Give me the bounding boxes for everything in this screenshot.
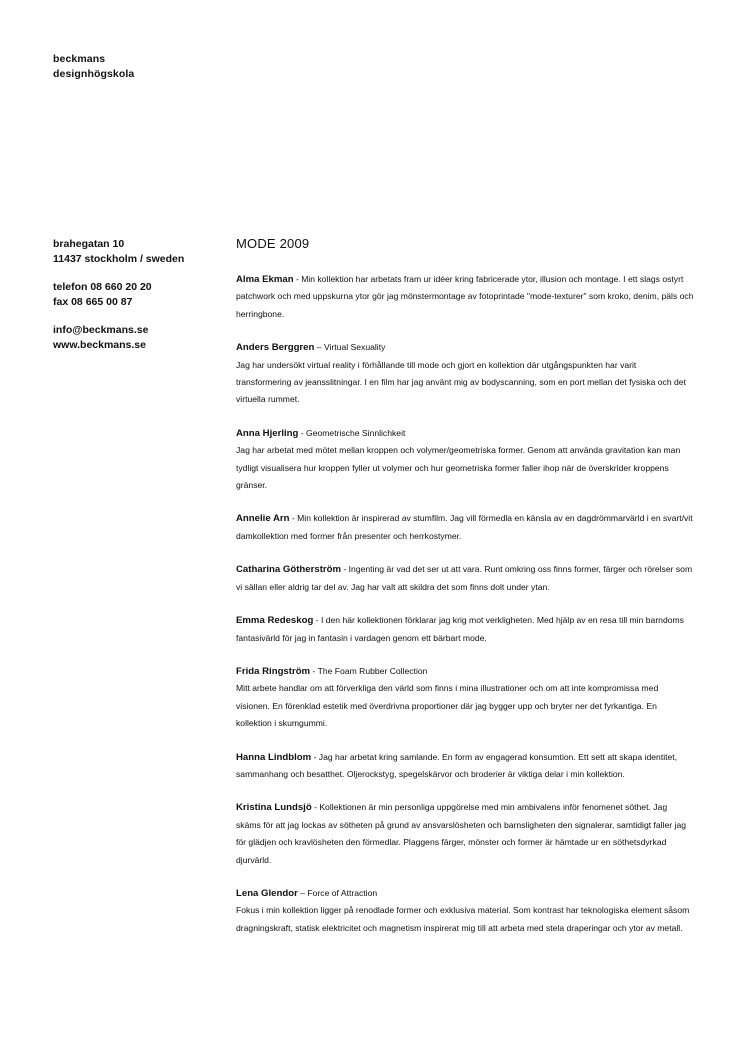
designer-name: Lena Glendor	[236, 887, 298, 899]
main-content	[236, 236, 694, 953]
entry-separator: -	[310, 665, 318, 676]
designer-name: Emma Redeskog	[236, 615, 314, 627]
phone-number: telefon 08 660 20 20	[53, 281, 152, 293]
collection-description: Kollektionen är min personliga uppgörelse med min ambivalens inför fenomenet söthet. Jag skäms för att jag lockas av sötheten på grund av ansvarslösheten och barnsligheten den signalerar, samtidigt faller jag för glädjen och kravlösheten den förmedlar. Plaggens färger, mönster och former är hämtade ur en söthetsdyrkad djurvärld.	[236, 802, 686, 865]
fax-number: fax 08 665 00 87	[53, 295, 133, 308]
entry-separator: -	[313, 615, 321, 626]
entry-separator: –	[314, 342, 324, 353]
designer-name: Annelie Arn	[236, 513, 290, 525]
entry-paragraph	[236, 799, 694, 869]
designer-name: Anna Hjerling	[236, 427, 299, 439]
brand-name: beckmans	[53, 53, 106, 65]
collection-description: Ingenting är vad det ser ut att vara. Runt omkring oss finns former, färger och rörelser som vi sällan eller aldrig tar del av. Jag har valt att skildra det som finns dolt under ytan.	[236, 564, 693, 592]
entry-paragraph	[236, 749, 694, 784]
entry-separator: -	[298, 427, 307, 438]
designer-name: Kristina Lundsjö	[236, 802, 312, 814]
collection-description: I den här kollektionen förklarar jag krig mot verkligheten. Med hjälp av en resa till min barndoms fantasivärld för jag in fantasin i vardagen genom ett bärbart mode.	[236, 615, 684, 643]
designer-name: Catharina Götherström	[236, 564, 342, 576]
collection-title: Force of Attraction	[307, 887, 378, 898]
brand-logo-text	[53, 52, 134, 82]
collection-description: Fokus i min kollektion ligger på renodlade former och exklusiva material. Som kontrast har teknologiska element såsom dragningskraft, statisk elektricitet och magnetism inspirerat mig till att arbeta med stela draperingar och ytor av metall.	[236, 905, 690, 933]
collection-description: Jag har arbetat med mötet mellan kroppen och volymer/geometriska former. Genom att använda gravitation kan man tydligt visualisera hur kroppen fyller ut volymer och hur geometriska former faller ihop när de överskrider kroppens gränser.	[236, 445, 681, 491]
designer-name: Frida Ringström	[236, 665, 311, 677]
entry-paragraph	[236, 510, 694, 545]
entry-paragraph	[236, 561, 694, 596]
collection-description: Jag har arbetat kring samlande. En form av engagerad konsumtion. Ett sett att skapa identitet, sammanhang och besatthet. Oljerockstyg, spegelskärvor och broderier är viktiga delar i min kollektion.	[236, 751, 678, 779]
entry-separator: -	[341, 564, 349, 575]
designer-name: Hanna Lindblom	[236, 751, 312, 763]
designer-name: Anders Berggren	[236, 342, 315, 354]
collection-description: Min kollektion är inspirerad av stumfilm. Jag vill förmedla en känsla av en dagdrömmarvärld i en svart/vit damkollektion med former från presenter och herrkostymer.	[236, 513, 693, 541]
entry-paragraph	[236, 663, 694, 733]
address-street: brahegatan 10	[53, 238, 125, 250]
entry-list	[236, 271, 694, 937]
entry-separator: -	[311, 751, 319, 762]
brand-subtitle: designhögskola	[53, 68, 135, 80]
entry-separator: –	[297, 887, 308, 898]
website-url: www.beckmans.se	[53, 338, 146, 351]
designer-name: Alma Ekman	[236, 274, 294, 285]
address-city: 11437 stockholm / sweden	[53, 252, 185, 265]
collection-description: Min kollektion har arbetats fram ur idéer kring fabricerade ytor, illusion och montage. I ett slags ostyrt patchwork och med uppskurna ytor gör jag mönstermontage av fotoprintade "mode-texturer" som kroko, denim, päls och herringbone.	[236, 274, 694, 319]
entry-separator: -	[289, 513, 298, 524]
contact-block	[53, 237, 223, 366]
email-address: info@beckmans.se	[53, 324, 149, 336]
address	[53, 237, 223, 266]
entry-separator: -	[311, 802, 320, 813]
page-title: MODE 2009	[236, 236, 310, 251]
entry-paragraph	[236, 339, 694, 409]
entry-separator: -	[293, 274, 302, 284]
collection-title: Geometrische Sinnlichkeit	[306, 427, 406, 438]
collection-description: Mitt arbete handlar om att förverkliga den värld som finns i mina illustrationer och om att inte kompromissa med visionen. En förenklad estetik med överdrivna proportioner där jag bygger upp och bryter ner det fyrkantiga. En kollektion i skumgummi.	[236, 683, 659, 729]
collection-title: Virtual Sexuality	[323, 342, 386, 353]
entry-paragraph	[236, 271, 694, 323]
entry-paragraph	[236, 885, 694, 937]
phone-fax	[53, 280, 223, 309]
entry-paragraph	[236, 612, 694, 647]
collection-title: The Foam Rubber Collection	[317, 665, 428, 676]
entry-paragraph	[236, 425, 694, 495]
collection-description: Jag har undersökt virtual reality i förhållande till mode och gjort en kollektion där utgångspunkten har varit transformering av jeansslitningar. I en film har jag använt mig av bodyscanning, som en port mellan det fysiska och det virtuella rummet.	[236, 359, 686, 405]
online-contact	[53, 323, 223, 352]
